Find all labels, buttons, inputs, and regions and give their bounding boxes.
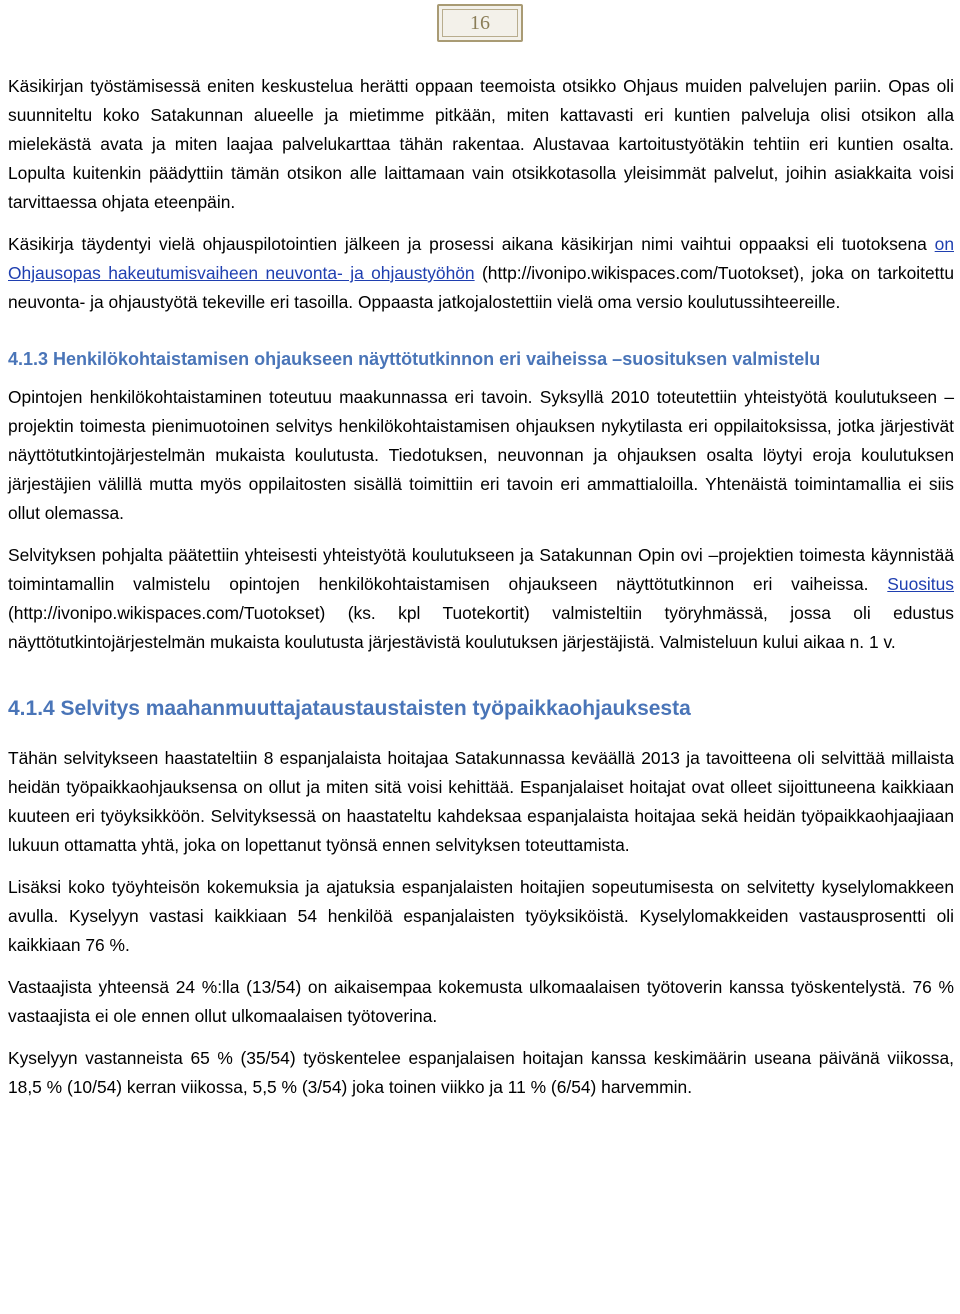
document-body	[8, 72, 954, 1115]
paragraph-2	[8, 230, 954, 317]
paragraph-4-text-a: Selvityksen pohjalta päätettiin yhteisesti yhteistyötä koulutukseen ja Satakunnan Opin ovi –projektien toimesta käynnistää toimintamallin valmistelu opintojen henkilökohtaistamisen ohjaukseen näyttötutkinnon eri vaiheissa.	[8, 545, 954, 594]
section-heading-4-1-4: 4.1.4 Selvitys maahanmuuttajataustaustaisten työpaikkaohjauksesta	[8, 697, 691, 720]
paragraph-6: Lisäksi koko työyhteisön kokemuksia ja ajatuksia espanjalaisten hoitajien sopeutumisesta on selvitetty kyselylomakkeen avulla. Kyselyyn vastasi kaikkiaan 54 henkilöä espanjalaisten työyksiköistä. Kyselylomakkeiden vastausprosentti oli kaikkiaan 76 %.	[8, 877, 954, 955]
paragraph-2-text-b: (http://ivonipo.wikispaces.com/Tuotokset), joka on tarkoitettu neuvonta- ja ohjaustyötä tekeville eri tasoilla. Oppaasta jatkojalostettiin vielä oma versio koulutussihteereille.	[8, 263, 954, 312]
paragraph-8: Kyselyyn vastanneista 65 % (35/54) työskentelee espanjalaisen hoitajan kanssa keskimäärin useana päivänä viikossa, 18,5 % (10/54) kerran viikossa, 5,5 % (3/54) joka toinen viikko ja 11 % (6/54) harvemmin.	[8, 1048, 954, 1097]
paragraph-4	[8, 541, 954, 657]
ohjausopas-link[interactable]: on Ohjausopas hakeutumisvaiheen neuvonta- ja ohjaustyöhön	[8, 234, 954, 283]
paragraph-7: Vastaajista yhteensä 24 %:lla (13/54) on aikaisempaa kokemusta ulkomaalaisen työtoverin kanssa työskentelystä. 76 % vastaajista ei ole ennen ollut ulkomaalaisen työtoverina.	[8, 977, 954, 1026]
paragraph-3: Opintojen henkilökohtaistaminen toteutuu maakunnassa eri tavoin. Syksyllä 2010 toteutettiin yhteistyötä koulutukseen –projektin toimesta pienimuotoinen selvitys henkilökohtaistamisen ohjauksen nykytilasta eri oppilaitoksissa, jotka järjestivät näyttötutkintojärjestelmän mukaista koulutusta. Tiedotuksen, neuvonnan ja ohjauksen osalta löytyi eroja koulutuksen järjestäjien välillä mutta myös oppilaitosten sisällä toimittiin eri tavoin eri ammattialoilla. Yhtenäistä toimintamallia ei siis ollut olemassa.	[8, 387, 954, 523]
paragraph-4-text-b: (http://ivonipo.wikispaces.com/Tuotokset) (ks. kpl Tuotekortit) valmisteltiin työryhmässä, jossa oli edustus näyttötutkintojärjestelmän mukaista koulutusta järjestävistä koulutuksen järjestäjistä. Valmisteluun kului aikaa n. 1 v.	[8, 603, 954, 652]
suositus-link[interactable]: Suositus	[887, 574, 954, 594]
section-heading-4-1-3: 4.1.3 Henkilökohtaistamisen ohjaukseen näyttötutkinnon eri vaiheissa –suosituksen valmistelu	[8, 349, 821, 369]
paragraph-1: Käsikirjan työstämisessä eniten keskustelua herätti oppaan teemoista otsikko Ohjaus muiden palvelujen pariin. Opas oli suunniteltu koko Satakunnan alueelle ja mietimme pitkään, miten kattavasti eri kuntien palveluja olisi otsikon alla mielekästä avata ja miten laajaa palvelukarttaa tähän rakentaa. Alustavaa kartoitustyötäkin tehtiin eri kuntien osalta. Lopulta kuitenkin päädyttiin tämän otsikon alle laittamaan vain otsikkotasolla yleisimmät palvelut, joihin asiakkaita voisi tarvittaessa ohjata eteenpäin.	[8, 76, 954, 212]
paragraph-2-text-a: Käsikirja täydentyi vielä ohjauspilotointien jälkeen ja prosessi aikana käsikirjan nimi vaihtui oppaaksi eli tuotoksena	[8, 234, 935, 254]
paragraph-5: Tähän selvitykseen haastateltiin 8 espanjalaista hoitajaa Satakunnassa keväällä 2013 ja tavoitteena oli selvittää millaista heidän työpaikkaohjauksensa on ollut ja miten sitä voisi kehittää. Espanjalaiset hoitajat ovat olleet sijoittuneena kaikkiaan kuuteen eri työyksikköön. Selvityksessä on haastateltu kahdeksaa espanjalaista hoitajaa sekä heidän työpaikkaohjaajiaan lukuun ottamatta yhtä, joka on lopettanut työnsä ennen selvityksen toteuttamista.	[8, 748, 954, 855]
page-number-badge	[437, 4, 523, 42]
page-number: 16	[442, 9, 518, 37]
